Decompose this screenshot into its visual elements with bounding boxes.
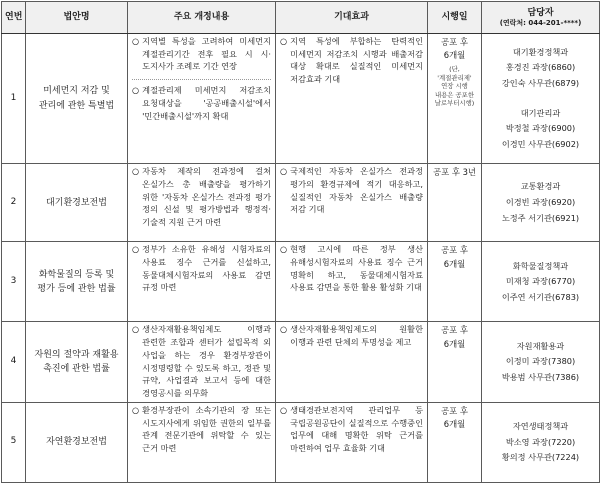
bullet-marker: ○: [132, 244, 140, 255]
law-name: 자원의 절약과 재활용 촉진에 관한 법률: [26, 322, 128, 402]
amendment-content: [128, 322, 276, 402]
enforcement-text: 공포 후 3년: [432, 167, 476, 178]
contact-name: 박용범 사무관(7386): [501, 371, 580, 382]
header-no: 연번: [2, 2, 26, 34]
contact-group: [485, 179, 596, 226]
contact-group: [485, 339, 596, 386]
enforcement-date: [428, 242, 482, 322]
content-item-text: 정부가 소유한 유해성 시험자료의 사용료 징수 근거를 신설하고, 동물대체시험자료의 사용료 감면 규정 마련: [142, 244, 271, 293]
contact-name: 이경민 사무관(6902): [501, 138, 580, 149]
effect-item: [280, 243, 423, 294]
contact-name: 이주연 서기관(6783): [501, 291, 580, 302]
effect-item-text: 생산자재활용책임제도의 원활한 이행과 관련 단체의 투명성을 제고: [290, 324, 423, 348]
header-contact-sub: (연락처: 044-201-****): [499, 18, 582, 27]
expected-effect: [276, 402, 428, 482]
enforcement-text: 공포 후 6개월: [441, 405, 468, 430]
enforcement-note: (단, '계절관리제' 연장 시행 내용은 공포한 날로부터시행): [434, 64, 475, 108]
effect-item: [280, 323, 423, 348]
contact-person: [482, 34, 600, 164]
contact-name: 홍경진 과장(6860): [505, 62, 576, 73]
amendment-content: [128, 34, 276, 164]
enforcement-text: 공포 후 6개월: [441, 245, 468, 269]
bullet-marker: ○: [280, 324, 288, 335]
header-contact: [482, 2, 600, 34]
law-name: 미세먼지 저감 및 관리에 관한 특별법: [26, 34, 128, 164]
expected-effect: [276, 242, 428, 322]
contact-person: [482, 322, 600, 402]
enforcement-date: [428, 164, 482, 242]
contact-name: 박정철 과장(6900): [505, 123, 576, 134]
law-name: 대기환경보전법: [26, 164, 128, 242]
effect-item-text: 지역 특성에 부합하는 탄력적인 미세먼지 저감조치 시행과 배출저감 대상 확대로 실질적인 미세먼지 저감효과 기대: [290, 36, 423, 85]
bullet-marker: ○: [280, 244, 288, 255]
header-effect: 기대효과: [276, 2, 428, 34]
table-row: [2, 322, 600, 402]
content-item-text: 생산자재활용책임제도 이행과 관련한 조합과 센터가 설립목적 외 사업을 하는 경우 환경부장관이 시정명령할 수 있도록 하고, 정관 및 규약, 사업결과 보고서 등에 대한 경영공시를 의무화: [142, 324, 271, 398]
contact-name: 이정미 과장(7380): [505, 356, 576, 367]
law-name: 화학물질의 등록 및 평가 등에 관한 법률: [26, 242, 128, 322]
bullet-marker: ○: [132, 85, 140, 96]
content-item-text: 계절관리제 미세먼지 저감조치 요청대상을 '공공배출시설'에서 '민간배출시설'까지 확대: [142, 85, 271, 121]
enforcement-text: 공포 후 6개월: [441, 37, 468, 61]
row-number: 3: [2, 242, 26, 322]
header-contact-title: 담당자: [527, 7, 554, 18]
enforcement-date: [428, 322, 482, 402]
law-amendment-table: [1, 1, 600, 483]
department-name: 대기환경정책과: [512, 46, 569, 57]
amendment-content: [128, 402, 276, 482]
bullet-marker: ○: [132, 404, 140, 415]
table-row: [2, 242, 600, 322]
row-number: 2: [2, 164, 26, 242]
header-content: 주요 개정내용: [128, 2, 276, 34]
bullet-marker: ○: [132, 324, 140, 335]
contact-group: [485, 45, 596, 92]
contact-group: [485, 106, 596, 153]
department-name: 교통환경과: [520, 181, 561, 192]
content-item: [132, 323, 271, 399]
department-name: 화학물질정책과: [512, 260, 569, 271]
header-enforce: 시행일: [428, 2, 482, 34]
contact-group: [485, 259, 596, 306]
content-item-text: 지역별 특성을 고려하여 미세먼지 계절관리기간 전후 필요 시 시·도지사가 조례로 기간 연장: [142, 36, 271, 72]
law-name: 자연환경보전법: [26, 402, 128, 482]
contact-name: 황의정 사무관(7224): [501, 452, 580, 463]
content-item: [132, 404, 271, 455]
content-item: [132, 35, 271, 73]
amendment-content: [128, 164, 276, 242]
content-item-text: 자동차 제작의 전과정에 걸쳐 온실가스 총 배출량을 평가하기 위한 '자동차 온실가스 전과정 평가 정의 신설 및 평가방법과 행정적·기술적 지원 근거 마련: [142, 166, 271, 228]
row-number: 5: [2, 402, 26, 482]
contact-group: [485, 419, 596, 466]
table-row: [2, 402, 600, 482]
amendment-content: [128, 242, 276, 322]
expected-effect: [276, 322, 428, 402]
contact-name: 강인숙 사무관(6879): [501, 78, 580, 89]
content-item: [132, 79, 271, 122]
department-name: 자원재활용과: [516, 340, 565, 351]
effect-item-text: 생태경관보전지역 관리업무 등 국립공원공단이 실질적으로 수행중인 업무에 대해 명확한 위탁 근거를 마련하여 업무 효율화 기대: [290, 404, 423, 453]
expected-effect: [276, 34, 428, 164]
contact-person: [482, 402, 600, 482]
row-number: 1: [2, 34, 26, 164]
effect-item: [280, 35, 423, 86]
bullet-marker: ○: [280, 404, 288, 415]
effect-item-text: 현행 고시에 따른 정부 생산 유해성시험자료의 사용료 징수 근거 명확히 하고, 동물대체시험자료 사용료 감면을 통한 활용 활성화 기대: [290, 244, 423, 293]
content-item: [132, 165, 271, 229]
contact-name: 노정주 서기관(6921): [501, 212, 580, 223]
effect-item: [280, 165, 423, 216]
contact-name: 이경빈 과장(6920): [505, 196, 576, 207]
header-row: [2, 2, 600, 34]
department-name: 자연생태정책과: [512, 421, 569, 432]
header-law: 법안명: [26, 2, 128, 34]
expected-effect: [276, 164, 428, 242]
bullet-marker: ○: [280, 36, 288, 46]
content-item: [132, 243, 271, 294]
table-row: [2, 164, 600, 242]
table-body: [2, 34, 600, 483]
effect-item: [280, 404, 423, 455]
content-item-text: 환경부장관이 소속기관의 장 또는 시도지사에게 위임한 권한의 일부를 관계 전문기관에 위탁할 수 있는 근거 마련: [142, 404, 271, 453]
contact-name: 미재청 과장(6770): [505, 276, 576, 287]
contact-person: [482, 164, 600, 242]
enforcement-date: [428, 34, 482, 164]
contact-name: 박소영 과장(7220): [505, 436, 576, 447]
bullet-marker: ○: [132, 166, 140, 177]
effect-item-text: 국제적인 자동차 온실가스 전과정 평가의 환경규제에 적기 대응하고, 실질적인 자동차 온실가스 배출량 저감 기대: [290, 166, 423, 215]
enforcement-date: [428, 402, 482, 482]
contact-person: [482, 242, 600, 322]
table-row: [2, 34, 600, 164]
enforcement-text: 공포 후 6개월: [441, 325, 468, 349]
bullet-marker: ○: [280, 166, 288, 177]
bullet-marker: ○: [132, 36, 140, 46]
department-name: 대기관리과: [520, 107, 561, 118]
row-number: 4: [2, 322, 26, 402]
